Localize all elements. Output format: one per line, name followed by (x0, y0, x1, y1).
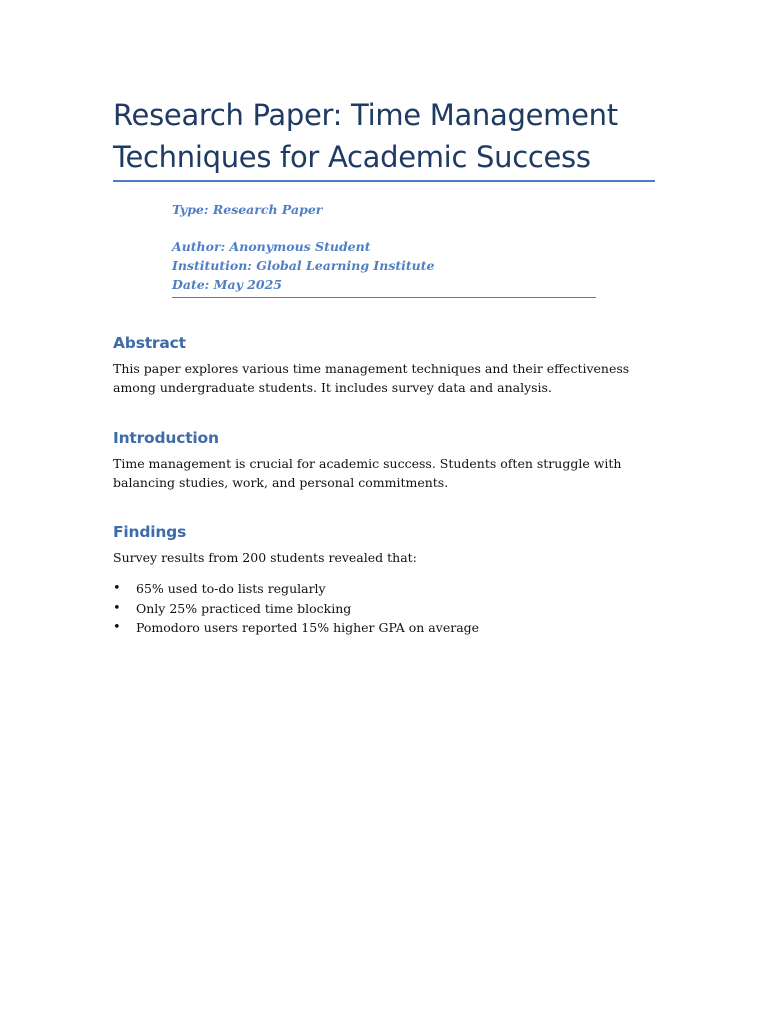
document-metadata (172, 200, 596, 294)
list-item (113, 599, 658, 619)
section-introduction (113, 428, 658, 492)
list-item (113, 579, 658, 599)
section-body-findings: Survey results from 200 students revealed that: (113, 550, 417, 565)
section-heading-abstract: Abstract (113, 334, 186, 352)
section-body-abstract: This paper explores various time management techniques and their effectiveness among undergraduate students. It includes survey data and analysis. (113, 361, 630, 395)
page-title: Research Paper: Time Management Techniques for Academic Success (113, 98, 618, 174)
section-findings (113, 522, 658, 638)
section-body-introduction: Time management is crucial for academic success. Students often struggle with balancing studies, work, and personal commitments. (113, 456, 622, 490)
meta-institution: Institution: Global Learning Institute (172, 258, 435, 273)
findings-list (113, 579, 658, 638)
title-divider (113, 180, 655, 182)
meta-date: Date: May 2025 (172, 277, 282, 292)
metadata-divider (172, 297, 596, 298)
section-heading-introduction: Introduction (113, 429, 219, 447)
bullet-icon: • (113, 620, 121, 635)
bullet-icon: • (113, 600, 121, 616)
section-abstract (113, 333, 658, 397)
bullet-icon: • (113, 581, 121, 596)
section-heading-findings: Findings (113, 523, 187, 541)
meta-author: Author: Anonymous Student (172, 239, 371, 254)
meta-spacer (172, 219, 596, 237)
list-item-text: Pomodoro users reported 15% higher GPA on average (136, 620, 480, 635)
list-item-text: Only 25% practiced time blocking (136, 600, 352, 616)
list-item (113, 618, 658, 638)
list-item-text: 65% used to-do lists regularly (136, 581, 326, 596)
meta-type: Type: Research Paper (172, 202, 323, 217)
